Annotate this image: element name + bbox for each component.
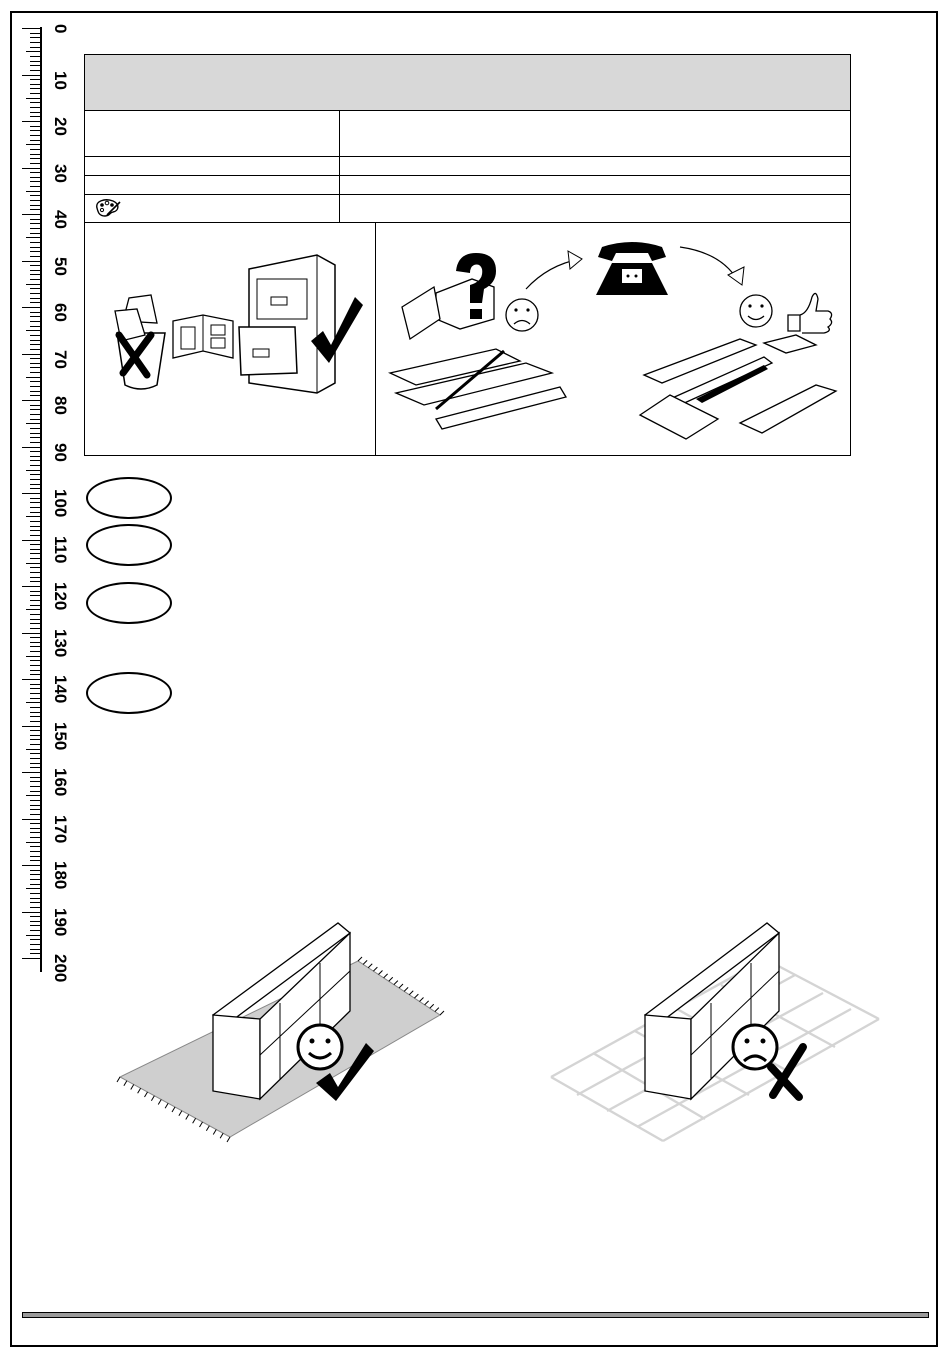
- rug-fringe: [363, 960, 367, 964]
- ruler-tick: [30, 851, 42, 852]
- ruler-tick: [30, 512, 42, 513]
- ruler-tick: [22, 493, 42, 494]
- ruler-tick: [30, 102, 42, 103]
- intact-parts-icon: [640, 335, 836, 439]
- ruler-tick: [22, 28, 42, 29]
- ruler-tick: [30, 823, 42, 824]
- ruler-tick: [22, 912, 42, 913]
- ruler-tick: [22, 772, 42, 773]
- ruler-tick: [30, 130, 42, 131]
- ruler-tick: [30, 600, 42, 601]
- ruler-tick: [30, 293, 42, 294]
- ruler-tick: [30, 628, 42, 629]
- ruler-tick: [26, 795, 42, 796]
- ruler-tick: [30, 88, 42, 89]
- ruler-tick: [26, 609, 42, 610]
- ruler-label: 160: [51, 768, 70, 797]
- arrow-head-icon: [568, 251, 582, 269]
- ruler-tick: [22, 958, 42, 959]
- ruler-tick: [30, 433, 42, 434]
- rug-fringe: [404, 987, 408, 991]
- ruler-label: 190: [51, 907, 70, 936]
- rug-fringe: [420, 998, 424, 1002]
- assemble-on-rug-illustration: [110, 915, 450, 1150]
- ruler-tick: [30, 223, 42, 224]
- ruler-tick: [30, 37, 42, 38]
- ruler-tick: [26, 423, 42, 424]
- ruler-tick: [22, 633, 42, 634]
- ruler-tick: [30, 135, 42, 136]
- telephone-icon: [596, 242, 668, 295]
- ruler-tick: [30, 65, 42, 66]
- ruler-label: 130: [51, 628, 70, 657]
- ruler-label: 80: [51, 396, 70, 415]
- ruler-tick: [30, 181, 42, 182]
- ruler-tick: [30, 949, 42, 950]
- ruler-tick: [30, 614, 42, 615]
- smiley-face-icon: [740, 295, 772, 327]
- ruler-tick: [30, 521, 42, 522]
- ruler-tick: [30, 939, 42, 940]
- keep-instructions-illustration: [85, 223, 375, 455]
- ruler-tick: [30, 391, 42, 392]
- ruler-tick: [30, 56, 42, 57]
- ruler-tick: [30, 591, 42, 592]
- ruler-tick: [30, 698, 42, 699]
- ruler-tick: [30, 107, 42, 108]
- rug-fringe: [379, 971, 383, 975]
- ruler-tick: [22, 261, 42, 262]
- ruler-tick: [30, 846, 42, 847]
- file-cabinet-icon: [239, 255, 363, 393]
- ruler-tick: [30, 158, 42, 159]
- ruler-tick: [30, 716, 42, 717]
- rug-fringe: [179, 1111, 182, 1116]
- ruler-tick: [30, 219, 42, 220]
- ruler-tick: [30, 172, 42, 173]
- rug-fringe: [165, 1103, 168, 1108]
- sad-face-icon: [506, 299, 538, 331]
- rug-fringe: [213, 1130, 216, 1135]
- rug-fringe: [220, 1133, 223, 1138]
- rug-fringe: [440, 1011, 444, 1015]
- ruler-tick: [30, 460, 42, 461]
- ruler-tick: [30, 344, 42, 345]
- ruler-tick: [30, 735, 42, 736]
- rug-fringe: [399, 984, 403, 988]
- ruler-tick: [30, 479, 42, 480]
- rug-fringe: [131, 1085, 134, 1090]
- ruler-tick: [30, 451, 42, 452]
- rug-fringe: [368, 964, 372, 968]
- ruler-tick: [30, 484, 42, 485]
- ruler-tick: [30, 907, 42, 908]
- ruler-tick: [30, 265, 42, 266]
- ruler-tick: [30, 721, 42, 722]
- ruler-tick: [30, 372, 42, 373]
- ruler-tick: [30, 279, 42, 280]
- rug-fringe: [145, 1092, 148, 1097]
- ruler-tick: [30, 302, 42, 303]
- ruler-tick: [30, 177, 42, 178]
- ruler-tick: [26, 888, 42, 889]
- ruler-tick: [30, 298, 42, 299]
- ruler-tick: [30, 163, 42, 164]
- ruler-tick: [26, 563, 42, 564]
- ruler-tick: [26, 330, 42, 331]
- ruler-tick: [30, 605, 42, 606]
- info-cell-right: [340, 195, 851, 223]
- ruler-tick: [30, 828, 42, 829]
- ruler-tick: [30, 712, 42, 713]
- ruler-tick: [30, 61, 42, 62]
- ruler-tick: [30, 544, 42, 545]
- ruler-tick: [26, 377, 42, 378]
- ruler-tick: [30, 642, 42, 643]
- rug-fringe: [124, 1081, 127, 1086]
- ruler-tick: [30, 619, 42, 620]
- ruler-tick: [30, 758, 42, 759]
- ruler-tick: [30, 739, 42, 740]
- ruler-tick: [30, 786, 42, 787]
- rug-fringe: [151, 1096, 154, 1101]
- ruler-tick: [30, 814, 42, 815]
- ruler-tick: [30, 549, 42, 550]
- step-oval: [86, 672, 172, 714]
- ruler-tick: [30, 832, 42, 833]
- ruler-tick: [30, 674, 42, 675]
- ruler-tick: [30, 856, 42, 857]
- ruler-tick: [30, 730, 42, 731]
- ruler-tick: [30, 437, 42, 438]
- footer-bar: [22, 1312, 929, 1318]
- ruler-tick: [26, 284, 42, 285]
- ruler-tick: [22, 679, 42, 680]
- ruler-tick: [30, 335, 42, 336]
- ruler-tick: [30, 884, 42, 885]
- ruler-tick: [30, 209, 42, 210]
- ruler-tick: [30, 316, 42, 317]
- palette-icon: [93, 198, 121, 218]
- ruler-tick: [30, 340, 42, 341]
- rug-fringe: [373, 967, 377, 971]
- step-oval: [86, 582, 172, 624]
- ruler-tick: [30, 312, 42, 313]
- step-oval: [86, 477, 172, 519]
- ruler-tick: [26, 516, 42, 517]
- ruler-tick: [30, 321, 42, 322]
- ruler-tick: [30, 498, 42, 499]
- ruler-tick: [30, 112, 42, 113]
- ruler-tick: [30, 781, 42, 782]
- ruler-label: 170: [51, 814, 70, 843]
- ruler-tick: [22, 214, 42, 215]
- rug-fringe: [117, 1077, 120, 1082]
- ruler-tick: [30, 274, 42, 275]
- ruler-tick: [30, 530, 42, 531]
- ruler-tick: [30, 791, 42, 792]
- ruler-tick: [30, 381, 42, 382]
- ruler-tick: [30, 79, 42, 80]
- info-table-title: [85, 55, 851, 111]
- rug-fringe: [394, 981, 398, 985]
- info-table: [84, 54, 851, 223]
- ruler-label: 50: [51, 256, 70, 276]
- ruler-tick: [30, 140, 42, 141]
- ruler-tick: [30, 581, 42, 582]
- ruler-tick: [30, 367, 42, 368]
- ruler-tick: [30, 200, 42, 201]
- ruler-tick: [30, 944, 42, 945]
- rug-fringe: [200, 1122, 203, 1127]
- ruler-tick: [30, 502, 42, 503]
- ruler-tick: [30, 860, 42, 861]
- ruler-tick: [30, 42, 42, 43]
- ruler-label: 120: [51, 582, 70, 611]
- assemble-on-tiles-illustration: [545, 915, 885, 1150]
- ruler-label: 40: [51, 210, 70, 229]
- ruler-tick: [26, 935, 42, 936]
- ruler-tick: [30, 195, 42, 196]
- ruler-tick: [30, 777, 42, 778]
- ruler-tick: [30, 646, 42, 647]
- rug-fringe: [425, 1001, 429, 1005]
- rug-fringe: [186, 1115, 189, 1120]
- ruler-tick: [30, 898, 42, 899]
- ruler-tick: [30, 874, 42, 875]
- ruler-tick: [30, 93, 42, 94]
- ruler-tick: [30, 47, 42, 48]
- ruler-label: 60: [51, 303, 70, 322]
- rug-fringe: [414, 994, 418, 998]
- info-cell-right: [340, 176, 851, 195]
- ruler-tick: [30, 116, 42, 117]
- ruler-tick: [30, 349, 42, 350]
- instruction-booklet-icon: [173, 315, 233, 358]
- info-cell-right: [340, 157, 851, 176]
- smiley-face-icon: [298, 1025, 342, 1069]
- ruler-tick: [30, 767, 42, 768]
- ruler-tick: [30, 637, 42, 638]
- ruler-tick: [30, 70, 42, 71]
- info-cell-left: [85, 111, 340, 157]
- info-cell-left: [85, 176, 340, 195]
- ruler-label: 150: [51, 721, 70, 750]
- ruler-tick: [30, 228, 42, 229]
- ruler-tick: [30, 154, 42, 155]
- ruler-tick: [30, 405, 42, 406]
- ruler-tick: [26, 842, 42, 843]
- step-oval: [86, 524, 172, 566]
- ruler-tick: [30, 395, 42, 396]
- ruler-tick: [30, 526, 42, 527]
- ruler-tick: [30, 693, 42, 694]
- ruler-tick: [30, 326, 42, 327]
- ruler-tick: [30, 465, 42, 466]
- rug-fringe: [430, 1004, 434, 1008]
- ruler-tick: [30, 623, 42, 624]
- ruler-tick: [30, 665, 42, 666]
- rug-fringe: [358, 957, 362, 961]
- ruler-label: 100: [51, 489, 70, 518]
- ruler-tick: [22, 307, 42, 308]
- ruler-tick: [30, 921, 42, 922]
- ruler-tick: [22, 865, 42, 866]
- ruler-tick: [30, 270, 42, 271]
- ruler-label: 30: [51, 163, 70, 183]
- ruler-tick: [30, 247, 42, 248]
- ruler-tick: [26, 237, 42, 238]
- ruler-label: 140: [51, 675, 70, 704]
- ruler-label: 90: [51, 442, 70, 462]
- ruler-tick: [30, 572, 42, 573]
- ruler-tick: [26, 98, 42, 99]
- ruler-tick: [22, 586, 42, 587]
- ruler-tick: [30, 651, 42, 652]
- ruler-tick: [30, 363, 42, 364]
- ruler-tick: [30, 753, 42, 754]
- ruler-label: 0: [51, 24, 70, 34]
- rug-fringe: [435, 1008, 439, 1012]
- rug-fringe: [227, 1137, 230, 1142]
- ruler-tick: [30, 419, 42, 420]
- ruler-tick: [30, 763, 42, 764]
- rug-fringe: [158, 1100, 161, 1105]
- ruler-tick: [30, 837, 42, 838]
- ruler-tick: [30, 800, 42, 801]
- rug-fringe: [138, 1088, 141, 1093]
- rug-fringe: [172, 1107, 175, 1112]
- damaged-parts-icon: [390, 253, 566, 429]
- ruler-tick: [26, 191, 42, 192]
- ruler-tick: [30, 535, 42, 536]
- instruction-panel: [84, 222, 851, 456]
- waste-bin-icon: [115, 295, 165, 389]
- rug-fringe: [193, 1118, 196, 1123]
- ruler-tick: [30, 256, 42, 257]
- ruler-tick: [30, 684, 42, 685]
- ruler-label: 10: [51, 70, 70, 90]
- ruler-tick: [26, 470, 42, 471]
- rug-fringe: [384, 974, 388, 978]
- ruler-tick: [30, 288, 42, 289]
- ruler-tick: [30, 688, 42, 689]
- ruler-tick: [30, 805, 42, 806]
- ruler-tick: [30, 660, 42, 661]
- ruler-tick: [30, 809, 42, 810]
- ruler-tick: [30, 893, 42, 894]
- ruler-tick: [30, 251, 42, 252]
- info-cell-left: [85, 157, 340, 176]
- ruler-tick: [30, 84, 42, 85]
- ruler-tick: [30, 567, 42, 568]
- ruler-tick: [30, 553, 42, 554]
- ruler-tick: [30, 744, 42, 745]
- ruler-tick: [30, 33, 42, 34]
- ruler-tick: [30, 925, 42, 926]
- ruler-tick: [30, 386, 42, 387]
- ruler-tick: [22, 540, 42, 541]
- ruler-tick: [30, 186, 42, 187]
- ruler-tick: [30, 205, 42, 206]
- ruler-label: 180: [51, 861, 70, 890]
- ruler-tick: [30, 414, 42, 415]
- ruler-tick: [30, 126, 42, 127]
- rug-fringe: [389, 977, 393, 981]
- ruler-tick: [30, 456, 42, 457]
- ruler-tick: [30, 953, 42, 954]
- ruler-tick: [30, 233, 42, 234]
- ruler-tick: [22, 447, 42, 448]
- info-cell-color: [85, 195, 340, 223]
- ruler-tick: [30, 916, 42, 917]
- ruler-tick: [30, 577, 42, 578]
- ruler-tick: [30, 670, 42, 671]
- sideboard-icon: [645, 923, 779, 1099]
- ruler-tick: [22, 726, 42, 727]
- ruler-tick: [22, 400, 42, 401]
- ruler-tick: [22, 354, 42, 355]
- sad-face-icon: [733, 1025, 777, 1069]
- ruler-tick: [30, 474, 42, 475]
- ruler-tick: [26, 656, 42, 657]
- damaged-parts-illustration: [376, 223, 850, 455]
- ruler-tick: [30, 442, 42, 443]
- ruler-tick: [30, 507, 42, 508]
- ruler-tick: [30, 558, 42, 559]
- ruler-tick: [30, 879, 42, 880]
- ruler-tick: [22, 168, 42, 169]
- ruler-tick: [26, 749, 42, 750]
- ruler-tick: [30, 595, 42, 596]
- ruler-label: 20: [51, 117, 70, 136]
- rug-fringe: [409, 991, 413, 995]
- ruler-label: 200: [51, 954, 70, 983]
- ruler-tick: [26, 51, 42, 52]
- ruler-tick: [30, 409, 42, 410]
- ruler-tick: [26, 702, 42, 703]
- measuring-ruler: [18, 0, 78, 983]
- ruler-tick: [30, 930, 42, 931]
- info-cell-right: [340, 111, 851, 157]
- ruler-tick: [22, 819, 42, 820]
- ruler-tick: [30, 242, 42, 243]
- ruler-label: 70: [51, 349, 70, 369]
- ruler-tick: [30, 488, 42, 489]
- ruler-tick: [30, 358, 42, 359]
- ruler-tick: [22, 75, 42, 76]
- ruler-tick: [30, 902, 42, 903]
- ruler-tick: [30, 870, 42, 871]
- ruler-line: [40, 27, 42, 972]
- thumbs-up-icon: [788, 293, 832, 333]
- ruler-tick: [30, 428, 42, 429]
- rug-fringe: [206, 1126, 209, 1131]
- ruler-tick: [30, 149, 42, 150]
- ruler-tick: [30, 707, 42, 708]
- ruler-tick: [26, 144, 42, 145]
- ruler-label: 110: [51, 535, 70, 563]
- ruler-tick: [22, 121, 42, 122]
